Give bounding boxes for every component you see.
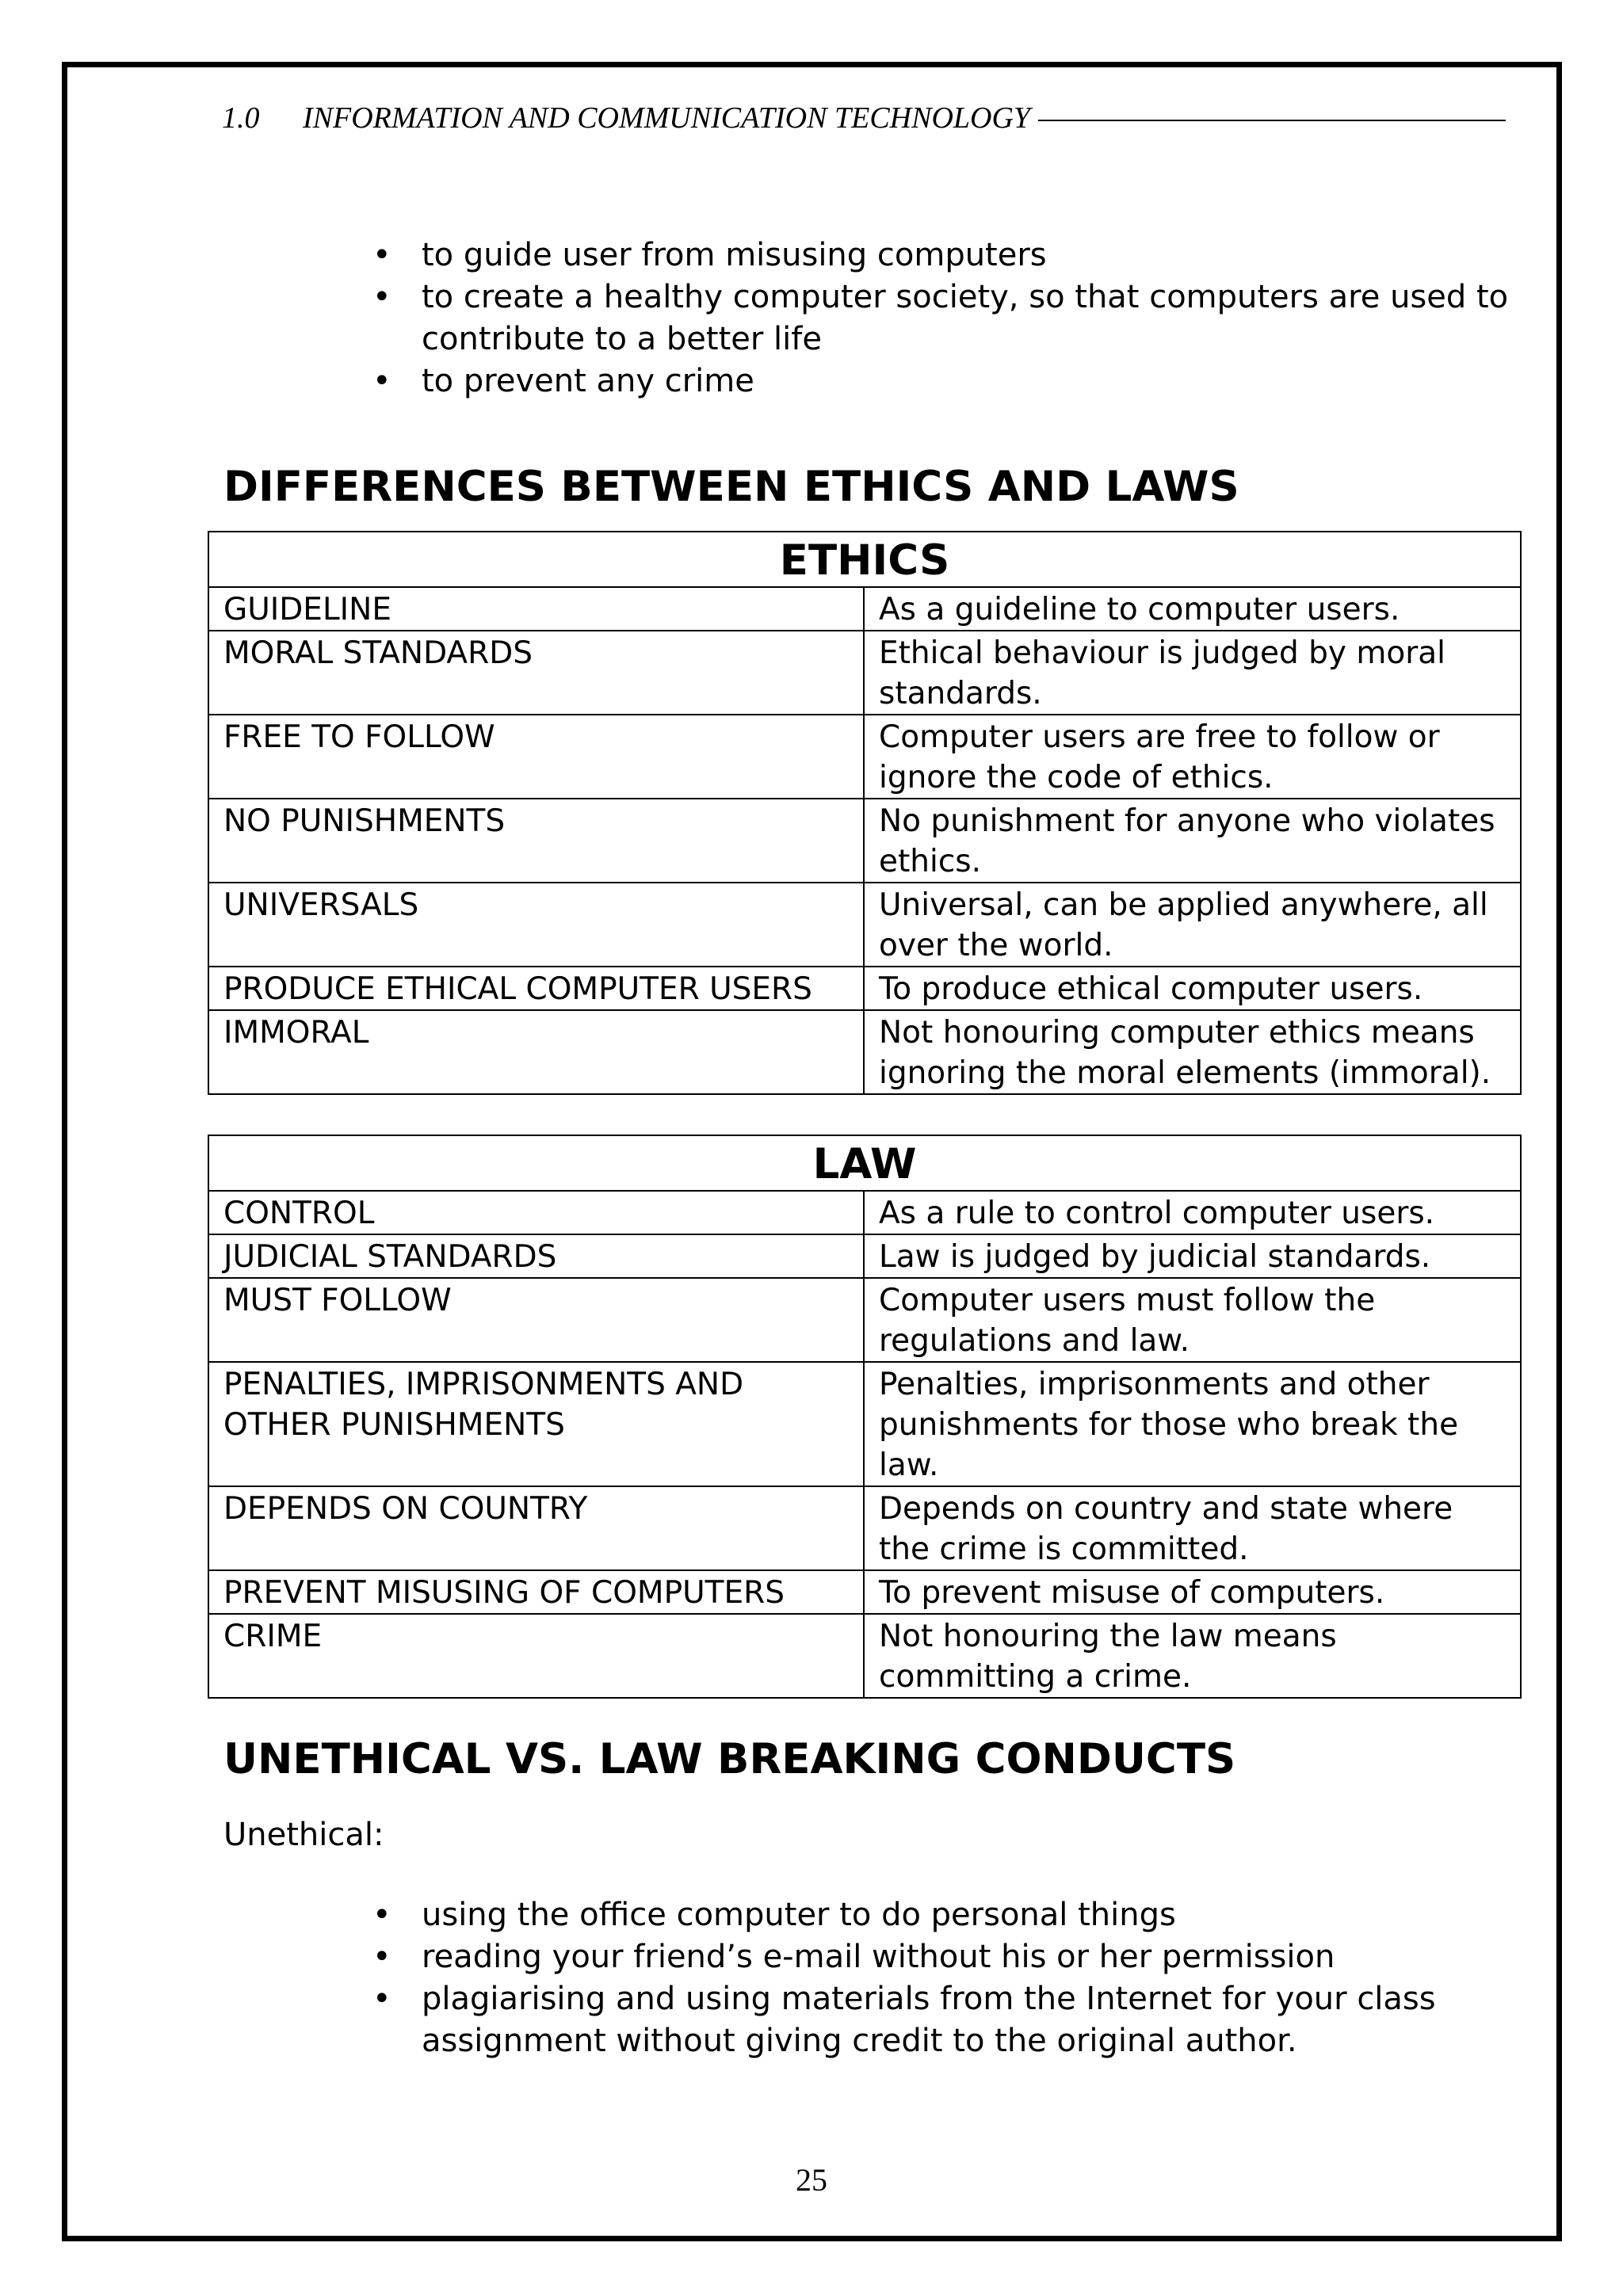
chapter-number: 1.0 [222, 101, 260, 135]
table-row [208, 967, 1521, 1010]
table-row [208, 883, 1521, 967]
list-item: • to create a healthy computer society, so that computers are used to contribute to a better life [420, 277, 1523, 360]
table-cell: No punishment for anyone who violates ethics. [864, 799, 1521, 883]
table-cell: MORAL STANDARDS [208, 631, 864, 715]
table-row [208, 1278, 1521, 1362]
table-cell: DEPENDS ON COUNTRY [208, 1486, 864, 1570]
list-item: • plagiarising and using materials from the Internet for your class assignment without giving credit to the original author. [420, 1978, 1523, 2062]
table-cell: IMMORAL [208, 1010, 864, 1094]
chapter-title: INFORMATION AND COMMUNICATION TECHNOLOGY [303, 101, 1031, 135]
table-cell: UNIVERSALS [208, 883, 864, 967]
table-cell: MUST FOLLOW [208, 1278, 864, 1362]
table-cell: Computer users must follow the regulations and law. [864, 1278, 1521, 1362]
header-rule [1038, 120, 1506, 121]
page-number: 25 [796, 2162, 827, 2198]
ethics-table-title: ETHICS [208, 532, 1521, 587]
table-row [208, 1570, 1521, 1614]
table-cell: Law is judged by judicial standards. [864, 1234, 1521, 1278]
table-cell: PRODUCE ETHICAL COMPUTER USERS [208, 967, 864, 1010]
intro-bullet-list [223, 235, 1523, 402]
list-item: • to prevent any crime [420, 360, 1523, 402]
table-cell: CRIME [208, 1614, 864, 1698]
table-cell: NO PUNISHMENTS [208, 799, 864, 883]
table-cell: PENALTIES, IMPRISONMENTS AND OTHER PUNISHMENTS [208, 1362, 864, 1486]
running-header [222, 98, 1506, 138]
unethical-label: Unethical: [223, 1817, 384, 1853]
table-row [208, 799, 1521, 883]
list-item: • using the office computer to do personal things [420, 1894, 1523, 1936]
table-cell: JUDICIAL STANDARDS [208, 1234, 864, 1278]
table-cell: As a guideline to computer users. [864, 587, 1521, 631]
list-item: • to guide user from misusing computers [420, 235, 1523, 277]
law-table [208, 1135, 1522, 1699]
table-cell: Not honouring computer ethics means ignoring the moral elements (immoral). [864, 1010, 1521, 1094]
unethical-bullet-list [223, 1894, 1523, 2062]
table-cell: Computer users are free to follow or ignore the code of ethics. [864, 715, 1521, 799]
table-cell: Ethical behaviour is judged by moral standards. [864, 631, 1521, 715]
table-cell: To produce ethical computer users. [864, 967, 1521, 1010]
law-table-title: LAW [208, 1135, 1521, 1191]
table-cell: CONTROL [208, 1191, 864, 1234]
table-row [208, 587, 1521, 631]
table-row [208, 1362, 1521, 1486]
table-row [208, 1010, 1521, 1094]
table-cell: GUIDELINE [208, 587, 864, 631]
table-row [208, 1486, 1521, 1570]
table-cell: To prevent misuse of computers. [864, 1570, 1521, 1614]
ethics-table [208, 531, 1522, 1095]
page-content [223, 235, 1523, 2062]
section-heading-differences: DIFFERENCES BETWEEN ETHICS AND LAWS [223, 463, 1239, 511]
table-cell: FREE TO FOLLOW [208, 715, 864, 799]
table-cell: Universal, can be applied anywhere, all over the world. [864, 883, 1521, 967]
table-cell: As a rule to control computer users. [864, 1191, 1521, 1234]
table-cell: Penalties, imprisonments and other punishments for those who break the law. [864, 1362, 1521, 1486]
table-cell: PREVENT MISUSING OF COMPUTERS [208, 1570, 864, 1614]
table-cell: Not honouring the law means committing a crime. [864, 1614, 1521, 1698]
table-row [208, 715, 1521, 799]
table-cell: Depends on country and state where the crime is committed. [864, 1486, 1521, 1570]
table-row [208, 1191, 1521, 1234]
section-heading-unethical: UNETHICAL VS. LAW BREAKING CONDUCTS [223, 1735, 1236, 1783]
table-row [208, 631, 1521, 715]
table-row [208, 1234, 1521, 1278]
table-row [208, 1614, 1521, 1698]
list-item: • reading your friend’s e-mail without his or her permission [420, 1936, 1523, 1978]
